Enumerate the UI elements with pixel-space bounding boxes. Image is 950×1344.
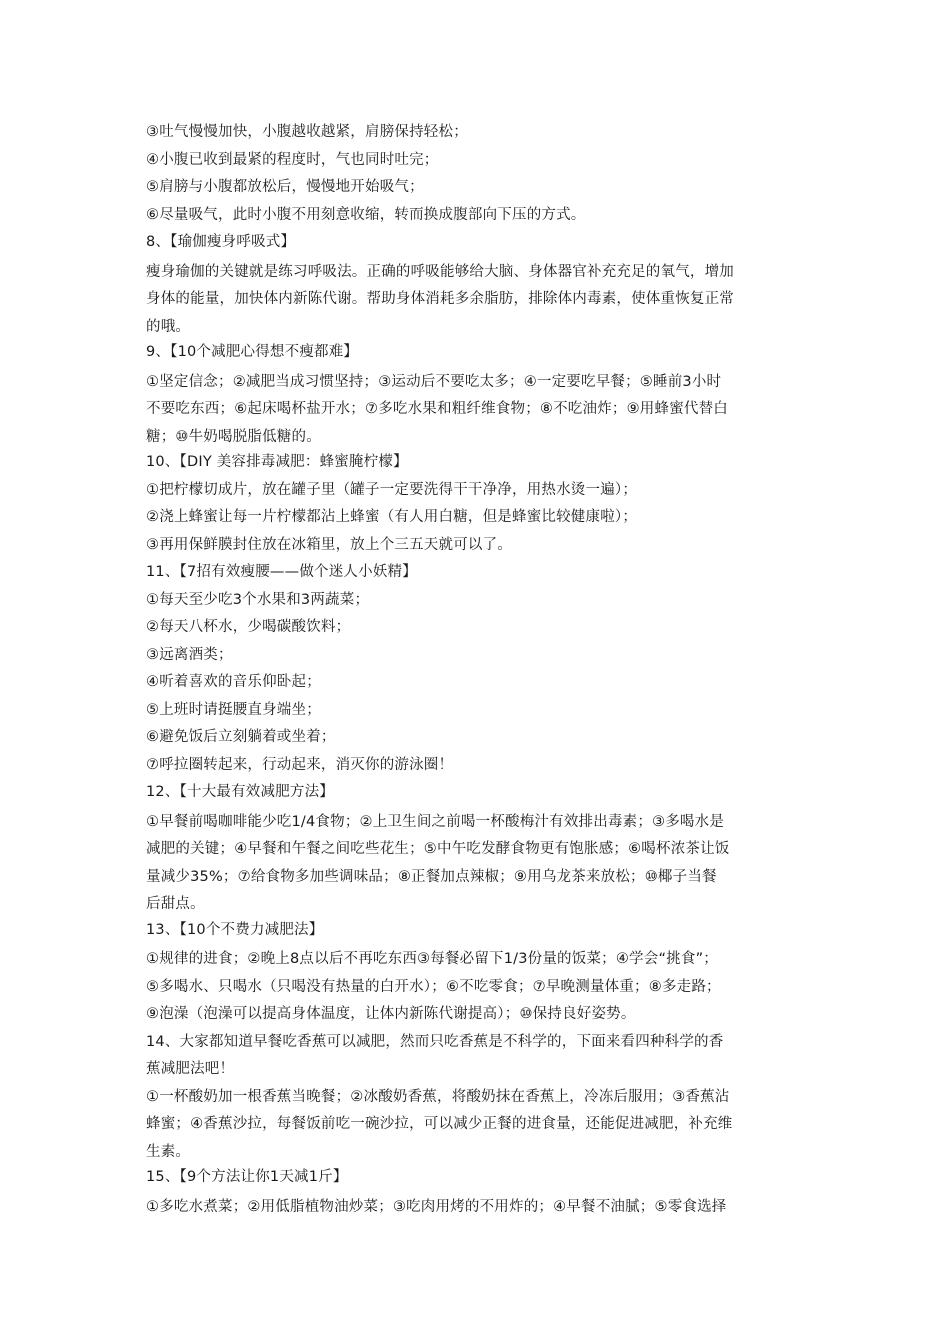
text-line: ④听着喜欢的音乐仰卧起；	[146, 674, 321, 690]
paragraph-line: ①规律的进食；②晚上8点以后不再吃东西③每餐必留下1/3份量的饭菜；④学会“挑食”；	[146, 951, 718, 967]
paragraph-line: 量减少35%；⑦给食物多加些调味品；⑧正餐加点辣椒；⑨用乌龙茶来放松；⑩椰子当餐	[146, 868, 717, 885]
paragraph-line: 身体的能量，加快体内新陈代谢。帮助身体消耗多余脂肪，排除体内毒素，使体重恢复正常	[146, 291, 734, 307]
section-heading: 10、【DIY 美容排毒减肥：蜂蜜腌柠檬】	[146, 454, 408, 470]
paragraph-line: 瘦身瑜伽的关键就是练习呼吸法。正确的呼吸能够给大脑、身体器官补充充足的氧气，增加	[146, 263, 734, 280]
paragraph-line: ⑨泡澡（泡澡可以提高身体温度，让体内新陈代谢提高）；⑩保持良好姿势。	[146, 1006, 636, 1022]
paragraph-line: ①坚定信念；②减肥当成习惯坚持；③运动后不要吃太多；④一定要吃早餐；⑤睡前3小时	[146, 373, 722, 390]
text-line: ③吐气慢慢加快，小腹越收越紧，肩膀保持轻松；	[146, 124, 468, 140]
text-line: ②每天八杯水，少喝碳酸饮料；	[146, 619, 351, 635]
paragraph	[146, 1029, 810, 1084]
text-line: ③再用保鲜膜封住放在冰箱里，放上个三五天就可以了。	[146, 536, 512, 553]
paragraph	[146, 369, 810, 452]
text-line: ④小腹已收到最紧的程度时，气也同时吐完；	[146, 151, 439, 168]
paragraph-line: ⑤多喝水、只喝水（只喝没有热量的白开水）；⑥不吃零食；⑦早晚测量体重；⑧多走路；	[146, 978, 721, 995]
text-line: ⑥避免饭后立刻躺着或坐着；	[146, 729, 336, 745]
paragraph-line: ①多吃水煮菜；②用低脂植物油炒菜；③吃肉用烤的不用炸的；④早餐不油腻；⑤零食选择	[146, 1198, 727, 1215]
section-heading: 11、【7招有效瘦腰——做个迷人小妖精】	[146, 564, 417, 580]
paragraph-line: 减肥的关键；④早餐和午餐之间吃些花生；⑤中午吃发酵食物更有饱胀感；⑥喝杯浓茶让饭	[146, 841, 730, 857]
paragraph-line: ①早餐前喝咖啡能少吃1/4食物；②上卫生间之前喝一杯酸梅汁有效排出毒素；③多喝水是	[146, 813, 725, 830]
text-line: ⑥尽量吸气，此时小腹不用刻意收缩，转而换成腹部向下压的方式。	[146, 206, 586, 223]
paragraph-line: 糖；⑩牛奶喝脱脂低糖的。	[146, 428, 321, 445]
section-heading: 12、【十大最有效减肥方法】	[146, 784, 334, 800]
paragraph-line: 14、大家都知道早餐吃香蕉可以减肥，然而只吃香蕉是不科学的，下面来看四种科学的香	[146, 1033, 724, 1050]
paragraph-line: 蜂蜜；④香蕉沙拉，每餐饭前吃一碗沙拉，可以减少正餐的进食量，还能促进减肥，补充维	[146, 1116, 733, 1132]
text-line: ①每天至少吃3个水果和3两蔬菜；	[146, 591, 370, 608]
document-body	[146, 121, 810, 1221]
section-heading: 13、【10个不费力减肥法】	[146, 921, 324, 938]
section-heading: 8、【瑜伽瘦身呼吸式】	[146, 234, 296, 250]
section-heading: 15、【9个方法让你1天减1斤】	[146, 1169, 348, 1185]
text-line: ⑦呼拉圈转起来，行动起来，消灭你的游泳圈！	[146, 756, 454, 773]
paragraph	[146, 946, 810, 1029]
paragraph-line: 不要吃东西；⑥起床喝杯盐开水；⑦多吃水果和粗纤维食物；⑧不吃油炸；⑨用蜂蜜代替白	[146, 401, 728, 417]
paragraph-line: ①一杯酸奶加一根香蕉当晚餐；②冰酸奶香蕉，将酸奶抹在香蕉上，冷冻后服用；③香蕉沾	[146, 1088, 730, 1105]
text-line: ⑤上班时请挺腰直身端坐；	[146, 701, 321, 718]
paragraph-line: 后甜点。	[146, 896, 205, 912]
text-line: ②浇上蜂蜜让每一片柠檬都沾上蜂蜜（有人用白糖，但是蜂蜜比较健康啦）；	[146, 509, 638, 525]
text-line: ③远离酒类；	[146, 646, 233, 663]
paragraph-line: 的哦。	[146, 318, 191, 335]
paragraph-line: 蕉减肥法吧！	[146, 1061, 235, 1077]
paragraph	[146, 1084, 810, 1167]
paragraph	[146, 1194, 810, 1222]
paragraph	[146, 259, 810, 342]
section-heading: 9、【10个减肥心得想不瘦都难】	[146, 344, 359, 360]
text-line: ①把柠檬切成片，放在罐子里（罐子一定要洗得干干净净，用热水烫一遍）；	[146, 481, 638, 498]
text-line: ⑤肩膀与小腹都放松后，慢慢地开始吸气；	[146, 179, 424, 195]
paragraph-line: 生素。	[146, 1143, 191, 1160]
paragraph	[146, 809, 810, 919]
